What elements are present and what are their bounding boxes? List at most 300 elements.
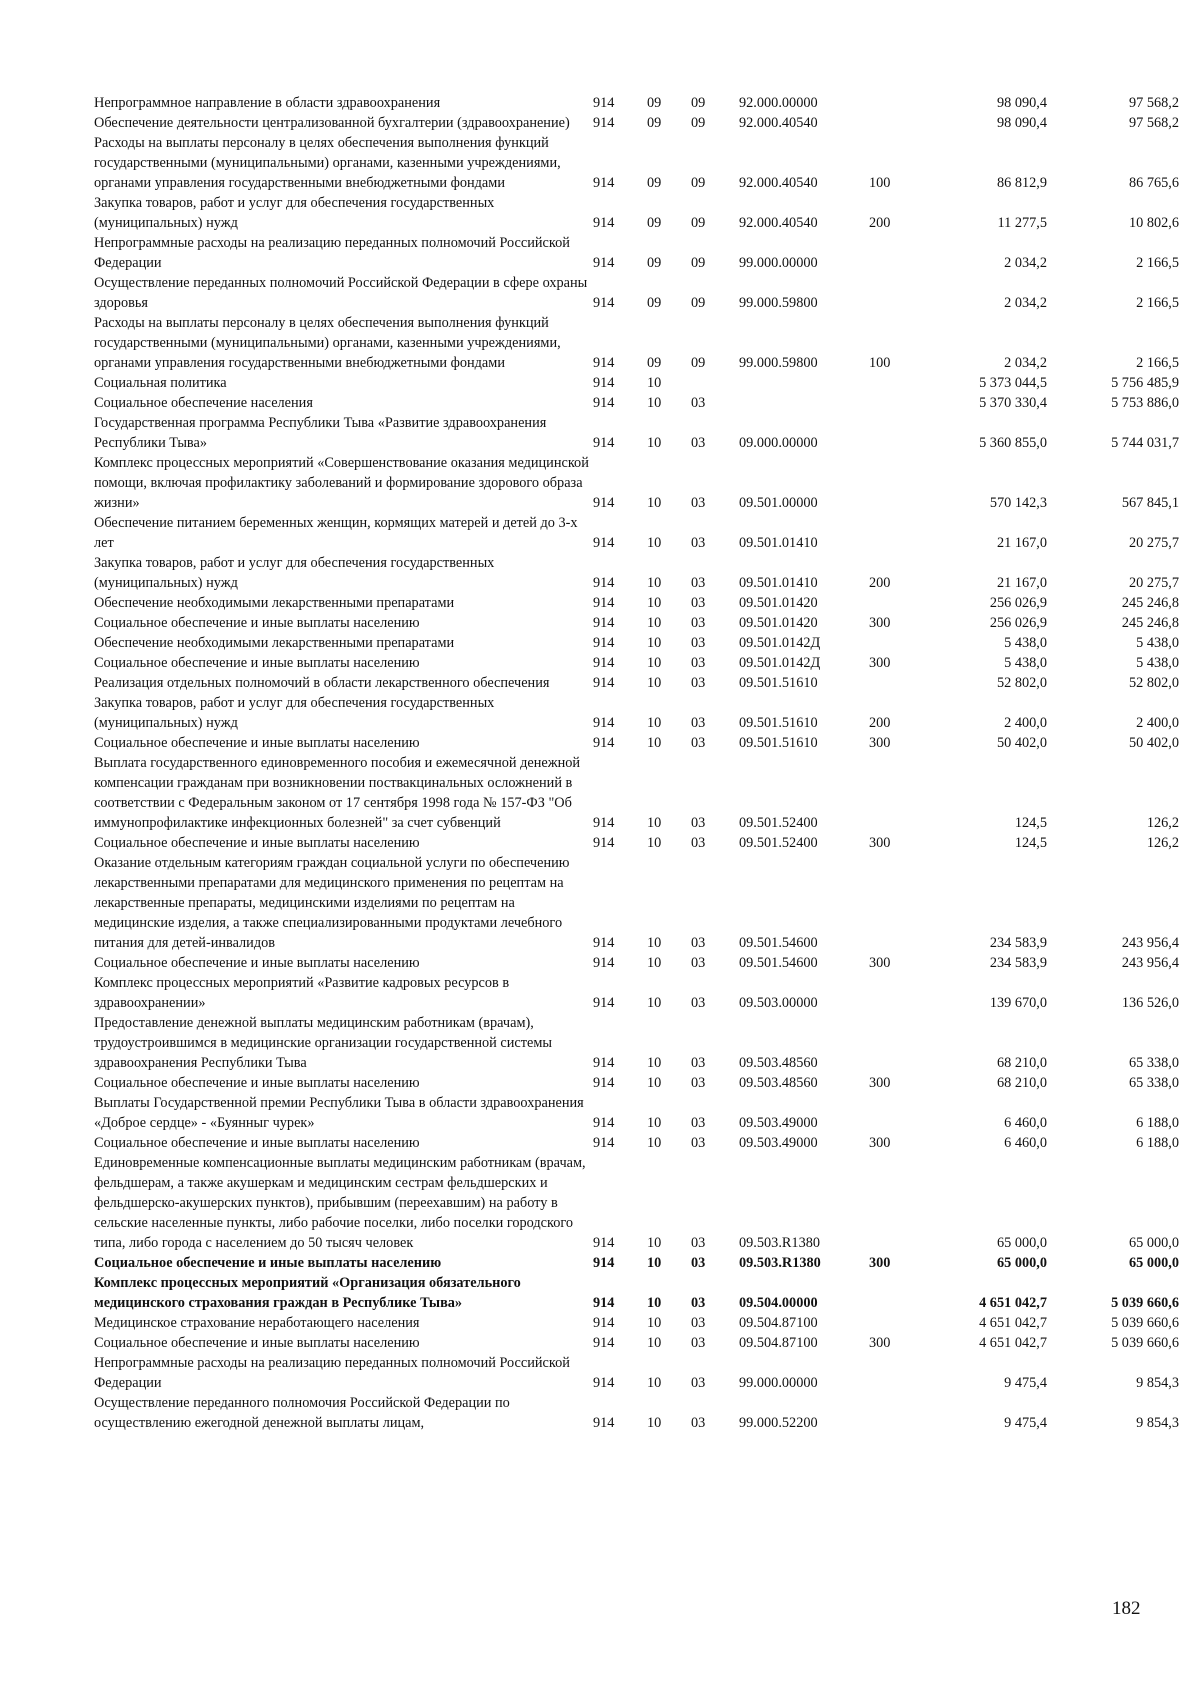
- cell-amount-year2: 97 568,2: [1128, 115, 1179, 131]
- cell-name: Непрограммное направление в области здравоохранения: [94, 95, 441, 111]
- cell-expense-type: [869, 1393, 924, 1433]
- cell-grbs-code: 914: [593, 815, 615, 831]
- cell-subsection-code: 03: [691, 495, 706, 511]
- cell-subsection-code: 03: [691, 395, 706, 411]
- cell-name: Непрограммные расходы на реализацию переданных полномочий Российской Федерации: [94, 1355, 570, 1391]
- table-row: [94, 1313, 1179, 1333]
- cell-name: Обеспечение деятельности централизованной бухгалтерии (здравоохранение): [94, 115, 570, 131]
- cell-target-article: 09.501.01420: [739, 595, 818, 611]
- cell-grbs-code: 914: [593, 535, 615, 551]
- cell-target-article: 09.000.00000: [739, 435, 818, 451]
- cell-grbs-code: 914: [593, 735, 615, 751]
- table-row: [94, 1093, 1179, 1133]
- cell-target-article: 09.501.0142Д: [739, 635, 821, 651]
- table-row: [94, 513, 1179, 553]
- cell-name: Осуществление переданных полномочий Российской Федерации в сфере охраны здоровья: [94, 275, 588, 311]
- cell-subsection-code: 03: [691, 435, 706, 451]
- cell-section-code: 10: [647, 435, 662, 451]
- cell-name: Социальное обеспечение и иные выплаты населению: [94, 615, 420, 631]
- cell-amount-year2: 5 438,0: [1136, 655, 1179, 671]
- table-row: [94, 413, 1179, 453]
- cell-subsection-code: 03: [691, 715, 706, 731]
- cell-section-code: 10: [647, 615, 662, 631]
- cell-amount-year1: 4 651 042,7: [979, 1295, 1047, 1311]
- cell-amount-year1: 52 802,0: [996, 675, 1047, 691]
- cell-amount-year1: 9 475,4: [1004, 1375, 1047, 1391]
- cell-expense-type: [869, 513, 924, 553]
- cell-amount-year1: 21 167,0: [996, 535, 1047, 551]
- table-row: [94, 1073, 1179, 1093]
- cell-grbs-code: 914: [593, 635, 615, 651]
- cell-amount-year1: 124,5: [1014, 815, 1047, 831]
- cell-section-code: 09: [647, 115, 662, 131]
- cell-section-code: 09: [647, 255, 662, 271]
- cell-expense-type: 200: [869, 575, 891, 591]
- cell-grbs-code: 914: [593, 115, 615, 131]
- cell-name: Комплекс процессных мероприятий «Развитие кадровых ресурсов в здравоохранении»: [94, 975, 510, 1011]
- cell-amount-year1: 21 167,0: [996, 575, 1047, 591]
- cell-grbs-code: 914: [593, 215, 615, 231]
- cell-expense-type: [869, 673, 924, 693]
- budget-table: [94, 93, 1179, 1433]
- cell-amount-year2: 52 802,0: [1128, 675, 1179, 691]
- cell-target-article: [739, 373, 869, 393]
- cell-expense-type: [869, 1013, 924, 1073]
- cell-expense-type: 100: [869, 355, 891, 371]
- cell-target-article: 09.501.01420: [739, 615, 818, 631]
- cell-amount-year1: 98 090,4: [996, 95, 1047, 111]
- cell-target-article: 09.501.00000: [739, 495, 818, 511]
- cell-name: Социальное обеспечение и иные выплаты населению: [94, 1335, 420, 1351]
- cell-target-article: 09.503.00000: [739, 995, 818, 1011]
- cell-section-code: 09: [647, 295, 662, 311]
- cell-name: Социальное обеспечение и иные выплаты населению: [94, 835, 420, 851]
- cell-subsection-code: 03: [691, 1295, 706, 1311]
- cell-target-article: 09.501.51610: [739, 715, 818, 731]
- cell-grbs-code: 914: [593, 1115, 615, 1131]
- cell-name: Комплекс процессных мероприятий «Совершенствование оказания медицинской помощи, включая профилактику заболеваний и формирование здорового образа жизни»: [94, 455, 589, 511]
- cell-name: Обеспечение необходимыми лекарственными препаратами: [94, 635, 455, 651]
- cell-amount-year1: 2 400,0: [1004, 715, 1047, 731]
- cell-name: Социальное обеспечение и иные выплаты населению: [94, 655, 420, 671]
- cell-target-article: 09.501.52400: [739, 815, 818, 831]
- cell-subsection-code: 03: [691, 635, 706, 651]
- cell-expense-type: [869, 633, 924, 653]
- cell-subsection-code: [691, 373, 739, 393]
- table-row: [94, 953, 1179, 973]
- cell-amount-year2: 65 000,0: [1128, 1255, 1179, 1271]
- cell-name: Обеспечение питанием беременных женщин, кормящих матерей и детей до 3-х лет: [94, 515, 578, 551]
- cell-grbs-code: 914: [593, 255, 615, 271]
- cell-amount-year1: 2 034,2: [1004, 355, 1047, 371]
- table-row: [94, 633, 1179, 653]
- cell-name: Оказание отдельным категориям граждан социальной услуги по обеспечению лекарственными препаратами для медицинского применения по рецептам на лекарственные препараты, медицинскими изделиями по рецептам на медицинские изделия, а также специализированными продуктами лечебного питания для детей-инвалидов: [94, 855, 570, 951]
- cell-grbs-code: 914: [593, 935, 615, 951]
- cell-amount-year1: 570 142,3: [989, 495, 1047, 511]
- cell-target-article: 99.000.59800: [739, 295, 818, 311]
- table-row: [94, 113, 1179, 133]
- cell-grbs-code: 914: [593, 1415, 615, 1431]
- cell-grbs-code: 914: [593, 1235, 615, 1251]
- table-row: [94, 653, 1179, 673]
- cell-amount-year2: 97 568,2: [1128, 95, 1179, 111]
- cell-expense-type: [869, 1353, 924, 1393]
- cell-grbs-code: 914: [593, 1295, 615, 1311]
- cell-section-code: 09: [647, 175, 662, 191]
- cell-grbs-code: 914: [593, 95, 615, 111]
- cell-target-article: 92.000.40540: [739, 215, 818, 231]
- cell-amount-year1: 139 670,0: [989, 995, 1047, 1011]
- table-row: [94, 833, 1179, 853]
- table-row: [94, 733, 1179, 753]
- cell-subsection-code: 03: [691, 1415, 706, 1431]
- cell-amount-year1: 98 090,4: [996, 115, 1047, 131]
- cell-target-article: 09.501.54600: [739, 935, 818, 951]
- cell-grbs-code: 914: [593, 835, 615, 851]
- cell-subsection-code: 03: [691, 995, 706, 1011]
- cell-amount-year1: 65 000,0: [996, 1235, 1047, 1251]
- cell-grbs-code: 914: [593, 375, 615, 391]
- cell-name: Реализация отдельных полномочий в области лекарственного обеспечения: [94, 675, 550, 691]
- cell-amount-year1: 124,5: [1014, 835, 1047, 851]
- cell-expense-type: [869, 853, 924, 953]
- cell-subsection-code: 03: [691, 1255, 706, 1271]
- cell-expense-type: [869, 413, 924, 453]
- cell-grbs-code: 914: [593, 1135, 615, 1151]
- cell-amount-year1: 234 583,9: [989, 935, 1047, 951]
- cell-grbs-code: 914: [593, 355, 615, 371]
- cell-subsection-code: 03: [691, 1335, 706, 1351]
- cell-target-article: 09.504.87100: [739, 1315, 818, 1331]
- cell-section-code: 09: [647, 95, 662, 111]
- cell-subsection-code: 03: [691, 1055, 706, 1071]
- cell-target-article: 09.501.51610: [739, 735, 818, 751]
- cell-subsection-code: 09: [691, 255, 706, 271]
- cell-amount-year2: 20 275,7: [1128, 575, 1179, 591]
- cell-expense-type: [869, 113, 924, 133]
- cell-grbs-code: 914: [593, 955, 615, 971]
- table-row: [94, 133, 1179, 193]
- cell-subsection-code: 03: [691, 1375, 706, 1391]
- cell-grbs-code: 914: [593, 715, 615, 731]
- table-row: [94, 273, 1179, 313]
- cell-grbs-code: 914: [593, 1375, 615, 1391]
- cell-amount-year2: 10 802,6: [1128, 215, 1179, 231]
- cell-amount-year2: 9 854,3: [1136, 1415, 1179, 1431]
- cell-target-article: 09.503.R1380: [739, 1255, 821, 1271]
- cell-section-code: 10: [647, 495, 662, 511]
- cell-expense-type: 100: [869, 175, 891, 191]
- cell-expense-type: [869, 973, 924, 1013]
- cell-name: Социальное обеспечение населения: [94, 395, 313, 411]
- cell-subsection-code: 09: [691, 95, 706, 111]
- cell-expense-type: 300: [869, 955, 891, 971]
- cell-section-code: 10: [647, 1235, 662, 1251]
- cell-amount-year1: 11 277,5: [997, 215, 1047, 231]
- cell-amount-year1: 256 026,9: [989, 595, 1047, 611]
- cell-section-code: 10: [647, 715, 662, 731]
- cell-section-code: 10: [647, 1135, 662, 1151]
- cell-section-code: 10: [647, 1115, 662, 1131]
- cell-expense-type: 300: [869, 1335, 891, 1351]
- cell-grbs-code: 914: [593, 395, 615, 411]
- cell-target-article: 09.501.52400: [739, 835, 818, 851]
- cell-target-article: 09.501.01410: [739, 575, 818, 591]
- cell-amount-year2: 6 188,0: [1136, 1115, 1179, 1131]
- cell-name: Социальная политика: [94, 375, 227, 391]
- cell-section-code: 10: [647, 1075, 662, 1091]
- cell-name: Комплекс процессных мероприятий «Организация обязательного медицинского страхования граждан в Республике Тыва»: [94, 1275, 521, 1311]
- cell-expense-type: 300: [869, 735, 891, 751]
- cell-name: Социальное обеспечение и иные выплаты населению: [94, 1075, 420, 1091]
- cell-grbs-code: 914: [593, 1335, 615, 1351]
- cell-amount-year2: 243 956,4: [1121, 955, 1179, 971]
- cell-target-article: 99.000.59800: [739, 355, 818, 371]
- cell-expense-type: [869, 753, 924, 833]
- table-row: [94, 193, 1179, 233]
- cell-grbs-code: 914: [593, 1315, 615, 1331]
- cell-amount-year2: 20 275,7: [1128, 535, 1179, 551]
- cell-amount-year2: 5 039 660,6: [1111, 1335, 1179, 1351]
- cell-expense-type: [869, 1273, 924, 1313]
- cell-section-code: 10: [647, 595, 662, 611]
- cell-amount-year2: 5 753 886,0: [1111, 395, 1179, 411]
- cell-name: Расходы на выплаты персоналу в целях обеспечения выполнения функций государственными (муниципальными) органами, казенными учреждениями, органами управления государственными внебюджетными фондами: [94, 315, 561, 371]
- cell-expense-type: [869, 1313, 924, 1333]
- cell-name: Выплаты Государственной премии Республики Тыва в области здравоохранения «Доброе сердце» - «Буянныг чурек»: [94, 1095, 584, 1131]
- table-row: [94, 973, 1179, 1013]
- cell-section-code: 10: [647, 535, 662, 551]
- cell-subsection-code: 03: [691, 1315, 706, 1331]
- cell-amount-year1: 5 370 330,4: [979, 395, 1047, 411]
- cell-name: Единовременные компенсационные выплаты медицинским работникам (врачам, фельдшерам, а также акушеркам и медицинским сестрам фельдшерских и фельдшерско-акушерских пунктов), прибывшим (переехавшим) на работу в сельские населенные пункты, либо рабочие поселки, либо поселки городского типа, либо города с населением до 50 тысяч человек: [94, 1155, 586, 1251]
- cell-section-code: 10: [647, 575, 662, 591]
- cell-name: Осуществление переданного полномочия Российской Федерации по осуществлению ежегодной денежной выплаты лицам,: [94, 1395, 510, 1431]
- cell-name: Медицинское страхование неработающего населения: [94, 1315, 420, 1331]
- cell-section-code: 10: [647, 1315, 662, 1331]
- cell-amount-year2: 65 000,0: [1128, 1235, 1179, 1251]
- cell-grbs-code: 914: [593, 675, 615, 691]
- cell-target-article: 09.503.49000: [739, 1135, 818, 1151]
- cell-subsection-code: 03: [691, 835, 706, 851]
- cell-expense-type: [869, 1093, 924, 1133]
- cell-target-article: 09.504.00000: [739, 1295, 818, 1311]
- cell-section-code: 10: [647, 1255, 662, 1271]
- cell-expense-type: 300: [869, 655, 891, 671]
- cell-amount-year2: 567 845,1: [1121, 495, 1179, 511]
- cell-name: Социальное обеспечение и иные выплаты населению: [94, 1255, 442, 1271]
- table-row: [94, 673, 1179, 693]
- cell-expense-type: [869, 453, 924, 513]
- cell-section-code: 10: [647, 1335, 662, 1351]
- cell-section-code: 10: [647, 1375, 662, 1391]
- cell-amount-year2: 2 400,0: [1136, 715, 1179, 731]
- cell-amount-year2: 245 246,8: [1121, 595, 1179, 611]
- cell-grbs-code: 914: [593, 435, 615, 451]
- cell-amount-year2: 136 526,0: [1121, 995, 1179, 1011]
- cell-amount-year1: 6 460,0: [1004, 1135, 1047, 1151]
- cell-target-article: 09.504.87100: [739, 1335, 818, 1351]
- cell-subsection-code: 03: [691, 955, 706, 971]
- table-row: [94, 1333, 1179, 1353]
- cell-target-article: 09.503.48560: [739, 1075, 818, 1091]
- cell-target-article: 09.503.48560: [739, 1055, 818, 1071]
- table-row: [94, 453, 1179, 513]
- cell-expense-type: 300: [869, 1135, 891, 1151]
- cell-expense-type: 200: [869, 215, 891, 231]
- cell-section-code: 09: [647, 215, 662, 231]
- cell-name: Расходы на выплаты персоналу в целях обеспечения выполнения функций государственными (муниципальными) органами, казенными учреждениями, органами управления государственными внебюджетными фондами: [94, 135, 561, 191]
- cell-expense-type: [869, 373, 924, 393]
- cell-subsection-code: 03: [691, 735, 706, 751]
- table-row: [94, 1273, 1179, 1313]
- cell-section-code: 10: [647, 1055, 662, 1071]
- cell-subsection-code: 09: [691, 215, 706, 231]
- cell-expense-type: 300: [869, 1075, 891, 1091]
- cell-name: Закупка товаров, работ и услуг для обеспечения государственных (муниципальных) нужд: [94, 195, 495, 231]
- cell-amount-year2: 5 744 031,7: [1111, 435, 1179, 451]
- cell-subsection-code: 03: [691, 1115, 706, 1131]
- cell-subsection-code: 09: [691, 175, 706, 191]
- cell-subsection-code: 03: [691, 575, 706, 591]
- cell-name: Обеспечение необходимыми лекарственными препаратами: [94, 595, 455, 611]
- cell-amount-year2: 5 438,0: [1136, 635, 1179, 651]
- table-row: [94, 373, 1179, 393]
- cell-subsection-code: 03: [691, 675, 706, 691]
- cell-section-code: 10: [647, 835, 662, 851]
- cell-grbs-code: 914: [593, 295, 615, 311]
- cell-amount-year1: 5 438,0: [1004, 635, 1047, 651]
- cell-expense-type: [869, 1153, 924, 1253]
- cell-amount-year1: 68 210,0: [996, 1075, 1047, 1091]
- cell-subsection-code: 03: [691, 1075, 706, 1091]
- cell-amount-year2: 65 338,0: [1128, 1075, 1179, 1091]
- cell-target-article: 99.000.00000: [739, 1375, 818, 1391]
- table-row: [94, 1153, 1179, 1253]
- cell-grbs-code: 914: [593, 615, 615, 631]
- cell-amount-year2: 2 166,5: [1136, 255, 1179, 271]
- cell-expense-type: 300: [869, 1255, 891, 1271]
- table-row: [94, 233, 1179, 273]
- cell-target-article: 09.501.0142Д: [739, 655, 821, 671]
- cell-subsection-code: 03: [691, 595, 706, 611]
- table-row: [94, 393, 1179, 413]
- cell-name: Социальное обеспечение и иные выплаты населению: [94, 955, 420, 971]
- cell-amount-year1: 5 373 044,5: [979, 375, 1047, 391]
- cell-amount-year2: 86 765,6: [1128, 175, 1179, 191]
- cell-target-article: 92.000.00000: [739, 95, 818, 111]
- cell-amount-year1: 2 034,2: [1004, 295, 1047, 311]
- cell-section-code: 10: [647, 1295, 662, 1311]
- cell-amount-year2: 50 402,0: [1128, 735, 1179, 751]
- cell-expense-type: [869, 233, 924, 273]
- cell-grbs-code: 914: [593, 1055, 615, 1071]
- cell-target-article: 09.503.49000: [739, 1115, 818, 1131]
- cell-subsection-code: 09: [691, 355, 706, 371]
- cell-section-code: 10: [647, 1415, 662, 1431]
- cell-target-article: 92.000.40540: [739, 115, 818, 131]
- cell-target-article: 99.000.00000: [739, 255, 818, 271]
- cell-subsection-code: 03: [691, 815, 706, 831]
- table-row: [94, 1133, 1179, 1153]
- cell-subsection-code: 09: [691, 295, 706, 311]
- cell-amount-year1: 68 210,0: [996, 1055, 1047, 1071]
- cell-amount-year1: 234 583,9: [989, 955, 1047, 971]
- cell-grbs-code: 914: [593, 495, 615, 511]
- table-row: [94, 693, 1179, 733]
- cell-expense-type: [869, 593, 924, 613]
- cell-amount-year2: 245 246,8: [1121, 615, 1179, 631]
- cell-section-code: 10: [647, 815, 662, 831]
- cell-expense-type: [869, 393, 924, 413]
- cell-subsection-code: 03: [691, 1235, 706, 1251]
- cell-amount-year2: 2 166,5: [1136, 295, 1179, 311]
- cell-subsection-code: 03: [691, 615, 706, 631]
- cell-name: Государственная программа Республики Тыва «Развитие здравоохранения Республики Тыва»: [94, 415, 547, 451]
- cell-grbs-code: 914: [593, 1255, 615, 1271]
- cell-grbs-code: 914: [593, 1075, 615, 1091]
- cell-amount-year2: 126,2: [1146, 815, 1179, 831]
- cell-name: Предоставление денежной выплаты медицинским работникам (врачам), трудоустроившимся в медицинские организации государственной системы здравоохранения Республики Тыва: [94, 1015, 552, 1071]
- cell-grbs-code: 914: [593, 175, 615, 191]
- cell-section-code: 10: [647, 955, 662, 971]
- cell-amount-year2: 243 956,4: [1121, 935, 1179, 951]
- cell-section-code: 10: [647, 635, 662, 651]
- cell-name: Непрограммные расходы на реализацию переданных полномочий Российской Федерации: [94, 235, 570, 271]
- cell-amount-year1: 65 000,0: [996, 1255, 1047, 1271]
- cell-name: Социальное обеспечение и иные выплаты населению: [94, 735, 420, 751]
- cell-expense-type: [869, 93, 924, 113]
- cell-amount-year1: 6 460,0: [1004, 1115, 1047, 1131]
- table-row: [94, 1353, 1179, 1393]
- table-row: [94, 1013, 1179, 1073]
- cell-amount-year2: 6 188,0: [1136, 1135, 1179, 1151]
- cell-target-article: 09.503.R1380: [739, 1235, 821, 1251]
- cell-amount-year2: 5 756 485,9: [1111, 375, 1179, 391]
- cell-section-code: 10: [647, 675, 662, 691]
- table-row: [94, 1253, 1179, 1273]
- cell-amount-year1: 5 360 855,0: [979, 435, 1047, 451]
- cell-subsection-code: 03: [691, 655, 706, 671]
- cell-amount-year2: 126,2: [1146, 835, 1179, 851]
- cell-expense-type: 300: [869, 835, 891, 851]
- table-row: [94, 93, 1179, 113]
- cell-subsection-code: 03: [691, 535, 706, 551]
- table-row: [94, 753, 1179, 833]
- cell-grbs-code: 914: [593, 595, 615, 611]
- cell-target-article: 92.000.40540: [739, 175, 818, 191]
- cell-amount-year2: 9 854,3: [1136, 1375, 1179, 1391]
- cell-amount-year1: 9 475,4: [1004, 1415, 1047, 1431]
- table-row: [94, 853, 1179, 953]
- table-row: [94, 1393, 1179, 1433]
- table-row: [94, 553, 1179, 593]
- table-row: [94, 313, 1179, 373]
- cell-target-article: 09.501.51610: [739, 675, 818, 691]
- cell-section-code: 10: [647, 395, 662, 411]
- cell-amount-year1: 5 438,0: [1004, 655, 1047, 671]
- cell-section-code: 10: [647, 375, 662, 391]
- cell-name: Выплата государственного единовременного пособия и ежемесячной денежной компенсации гражданам при возникновении поствакцинальных осложнений в соответствии с Федеральным законом от 17 сентября 1998 года № 157-ФЗ "Об иммунопрофилактике инфекционных болезней" за счет субвенций: [94, 755, 581, 831]
- cell-name: Социальное обеспечение и иные выплаты населению: [94, 1135, 420, 1151]
- table-row: [94, 593, 1179, 613]
- table-body: [94, 93, 1179, 1433]
- cell-target-article: 99.000.52200: [739, 1415, 818, 1431]
- cell-subsection-code: 03: [691, 935, 706, 951]
- cell-grbs-code: 914: [593, 575, 615, 591]
- cell-section-code: 10: [647, 995, 662, 1011]
- cell-subsection-code: 09: [691, 115, 706, 131]
